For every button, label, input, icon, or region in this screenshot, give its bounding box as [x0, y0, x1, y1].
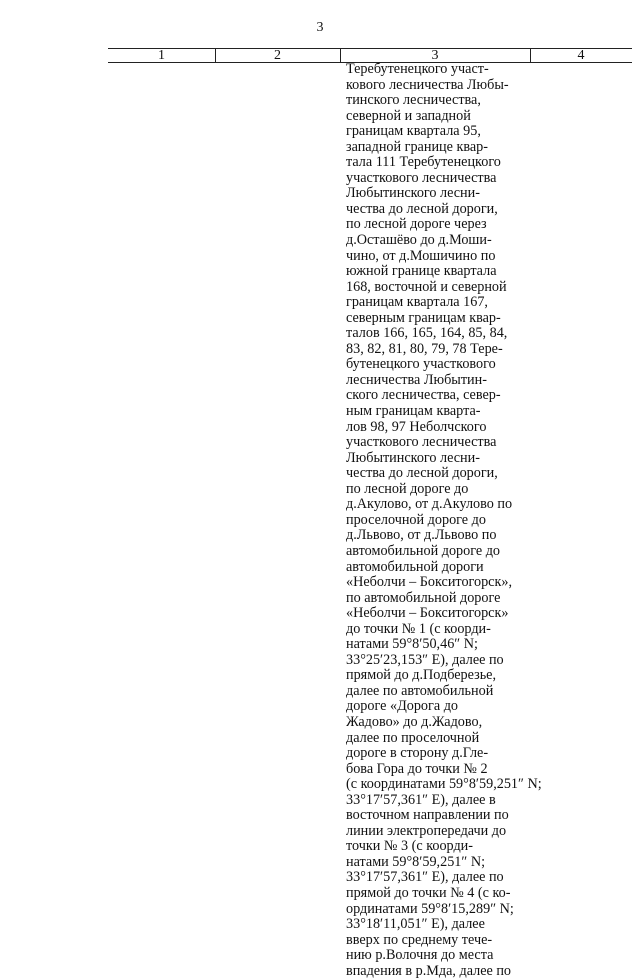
text-line: линии электропередачи до — [346, 822, 507, 839]
page-number: 3 — [316, 20, 324, 35]
text-line: западной границе квар- — [346, 138, 488, 155]
text-line: 33°25′23,153″ E), далее по — [346, 651, 504, 668]
text-line: «Неболчи – Бокситогорск» — [346, 605, 509, 622]
boundary-description-column — [346, 61, 542, 979]
text-line: границам квартала 95, — [346, 123, 481, 140]
text-line: впадения в р.Мда, далее по — [346, 962, 512, 979]
column-header-3: 3 — [431, 48, 439, 63]
text-line: чино, от д.Мошичино по — [346, 247, 496, 264]
text-line: талов 166, 165, 164, 85, 84, — [346, 325, 508, 342]
text-line: ординатами 59°8′15,289″ N; — [346, 900, 514, 917]
text-line: далее по проселочной — [346, 729, 480, 746]
text-line: 168, восточной и северной — [346, 278, 507, 295]
text-line: бутенецкого участкового — [346, 356, 496, 373]
text-line: 83, 82, 81, 80, 79, 78 Тере- — [346, 340, 503, 357]
text-line: дороге «Дорога до — [346, 698, 459, 715]
text-line: бова Гора до точки № 2 — [346, 760, 488, 777]
text-line: Теребутенецкого участ- — [346, 61, 489, 77]
text-line: ского лесничества, север- — [346, 387, 501, 404]
text-line: лесничества Любытин- — [346, 371, 487, 388]
text-line: нию р.Волочня до места — [346, 947, 494, 964]
text-line: Жадово» до д.Жадово, — [346, 713, 483, 730]
text-line: тинского лесничества, — [346, 92, 481, 109]
column-header-1: 1 — [158, 48, 165, 63]
column-header-4: 4 — [577, 48, 585, 63]
text-line: прямой до точки № 4 (с ко- — [346, 884, 511, 901]
text-line: северным границам квар- — [346, 309, 501, 326]
text-line: дороге в сторону д.Гле- — [346, 745, 489, 762]
text-line: участкового лесничества — [346, 434, 497, 451]
text-line: автомобильной дороги — [346, 558, 484, 575]
text-line: по лесной дороге через — [346, 216, 487, 233]
text-line: прямой до д.Подберезье, — [346, 667, 497, 684]
text-line: (с координатами 59°8′59,251″ N; — [346, 776, 542, 793]
text-line: восточном направлении по — [346, 807, 509, 824]
text-line: точки № 3 (с коорди- — [346, 838, 474, 855]
text-line: южной границе квартала — [346, 263, 497, 280]
text-line: натами 59°8′50,46″ N; — [346, 636, 478, 653]
text-line: 33°17′57,361″ E), далее по — [346, 869, 504, 886]
text-line: д.Осташёво до д.Моши- — [346, 232, 492, 249]
text-line: по автомобильной дороге — [346, 589, 501, 606]
text-line: автомобильной дороге до — [346, 542, 501, 559]
text-line: «Неболчи – Бокситогорск», — [346, 574, 513, 591]
text-line: чества до лесной дороги, — [346, 200, 498, 217]
text-line: проселочной дороге до — [346, 511, 486, 528]
text-line: натами 59°8′59,251″ N; — [346, 853, 486, 870]
text-line: 33°17′57,361″ E), далее в — [346, 791, 496, 808]
text-line: кового лесничества Любы- — [346, 76, 509, 93]
text-line: Любытинского лесни- — [346, 449, 480, 466]
text-line: д.Акулово, от д.Акулово по — [346, 496, 513, 513]
text-line: до точки № 1 (с коорди- — [346, 620, 491, 637]
text-line: участкового лесничества — [346, 169, 497, 186]
text-line: д.Львово, от д.Львово по — [346, 527, 497, 544]
text-line: по лесной дороге до — [346, 480, 469, 497]
text-line: Любытинского лесни- — [346, 185, 480, 202]
text-line: тала 111 Теребутенецкого — [346, 154, 501, 171]
text-line: северной и западной — [346, 107, 471, 124]
text-line: чества до лесной дороги, — [346, 465, 498, 482]
text-line: далее по автомобильной — [346, 682, 494, 699]
text-line: границам квартала 167, — [346, 294, 488, 311]
text-line: 33°18′11,051″ E), далее — [346, 916, 485, 933]
text-line: лов 98, 97 Неболчского — [346, 418, 487, 435]
column-header-2: 2 — [274, 48, 281, 63]
text-line: вверх по среднему тече- — [346, 931, 493, 948]
text-line: ным границам кварта- — [346, 403, 481, 420]
